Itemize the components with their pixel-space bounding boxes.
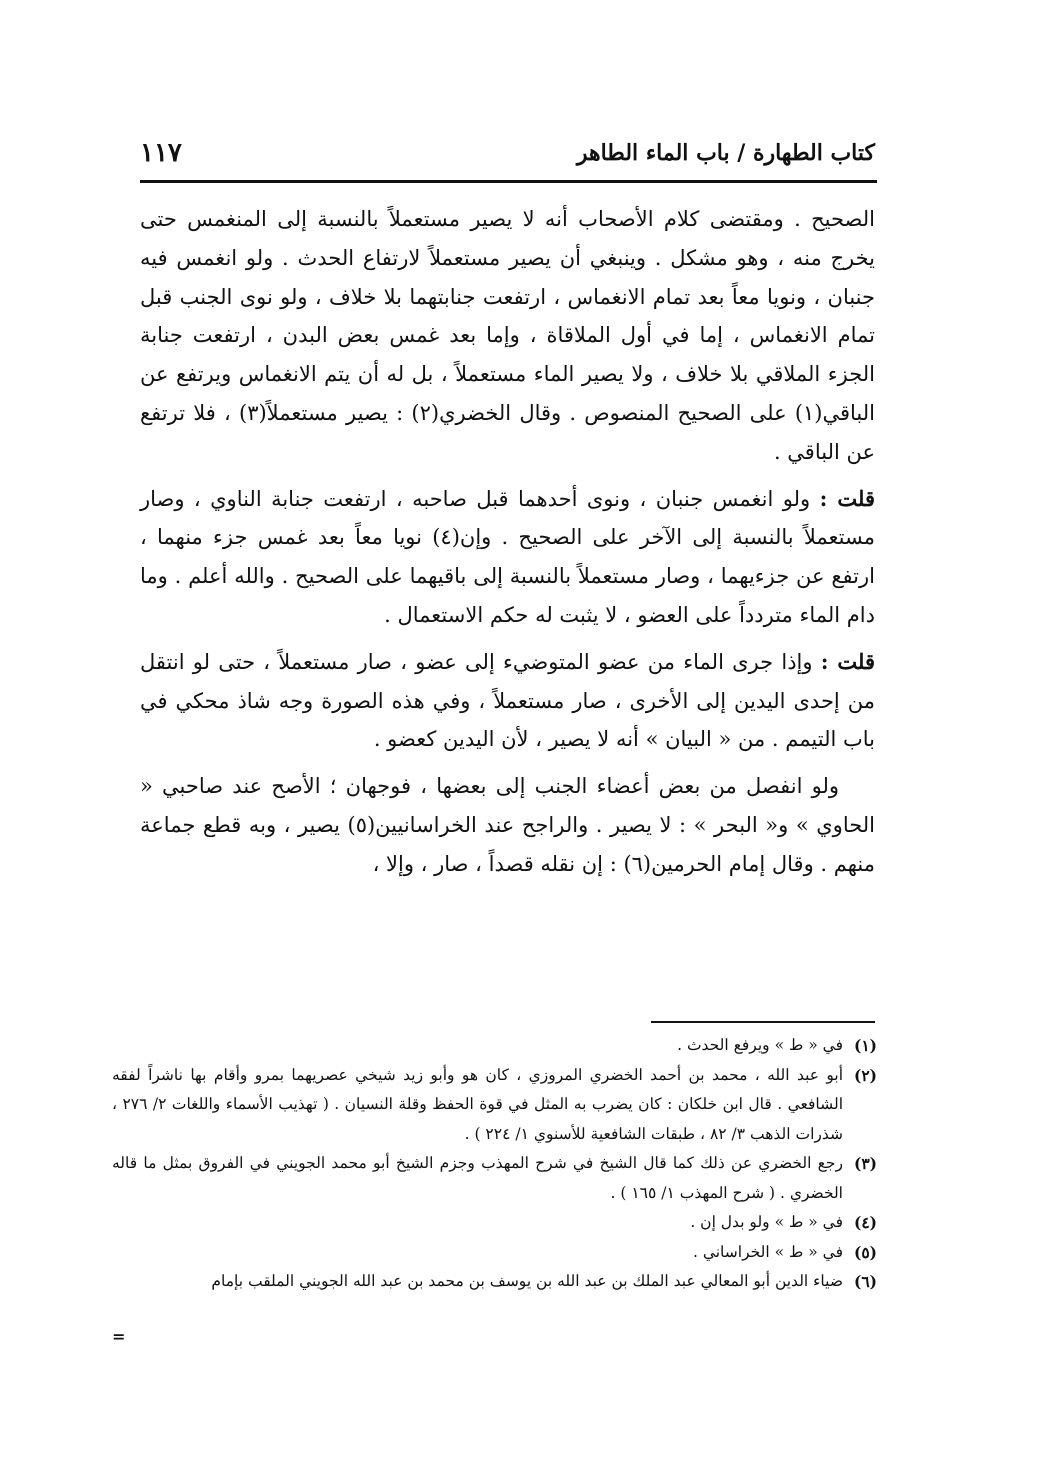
footnote-6 [112, 1267, 877, 1297]
footnote-4 [112, 1208, 877, 1238]
running-head: كتاب الطهارة / باب الماء الطاهر [576, 140, 875, 166]
footnote-2 [112, 1061, 877, 1150]
page-number: ١١٧ [140, 138, 182, 168]
paragraph-4: ولو انفصل من بعض أعضاء الجنب إلى بعضها ، فوجهان ؛ الأصح عند صاحبي « الحاوي » و« البحر » : لا يصير . والراجح عند الخراسانيين(٥) يصير ، وبه قطع جماعة منهم . وقال إمام الحرمين(٦) : إن نقله قصداً ، صار ، وإلا ، [140, 774, 876, 876]
header-rule [140, 180, 877, 183]
footnote-number: (٢) [853, 1065, 877, 1085]
paragraph-3 [140, 643, 875, 759]
footnote-number: (٥) [853, 1242, 877, 1262]
footnote-number: (١) [853, 1036, 877, 1055]
paragraph-2 [140, 480, 875, 635]
footnote-number: (٦) [853, 1272, 877, 1291]
paragraph-3-lead: قلت : [820, 648, 875, 674]
footnote-number: (٣) [853, 1154, 877, 1173]
main-text [140, 200, 875, 892]
page-header [140, 138, 875, 178]
paragraph-3-text: وإذا جرى الماء من عضو المتوضيء إلى عضو ، صار مستعملاً ، حتى لو انتقل من إحدى اليدين إلى الأخرى ، صار مستعملاً ، وفي هذه الصورة وجه شاذ محكي في باب التيمم . من « البيان » أنه لا يصير ، لأن اليدين كعضو . [140, 649, 875, 752]
footnote-number: (٤) [853, 1213, 877, 1232]
paragraph-1: الصحيح . ومقتضى كلام الأصحاب أنه لا يصير مستعملاً بالنسبة إلى المنغمس حتى يخرج منه ، وهو مشكل . وينبغي أن يصير مستعملاً لارتفاع الحدث . ولو انغمس فيه جنبان ، ونويا معاً بعد تمام الانغماس ، ارتفعت جنابتهما بلا خلاف ، ولو نوى الجنب قبل تمام الانغماس ، إما في أول الملاقاة ، وإما بعد غمس بعض البدن ، ارتفعت جنابة الجزء الملاقي بلا خلاف ، ولا يصير الماء مستعملاً ، بل له أن يتم الانغماس ويرتفع عن الباقي(١) على الصحيح المنصوص . وقال الخضري(٢) : يصير مستعملاً(٣) ، فلا ترتفع عن الباقي . [140, 207, 875, 464]
footnote-text: ضياء الدين أبو المعالي عبد الملك بن عبد الله بن يوسف بن محمد بن عبد الله الجويني الملقب بإمام [211, 1272, 843, 1290]
footnote-rule [651, 1021, 875, 1023]
continuation-mark: = [112, 1327, 126, 1346]
paragraph-2-lead: قلت : [819, 485, 875, 511]
footnote-text: في « ط » ويرفع الحدث . [677, 1036, 843, 1054]
footnotes [112, 1031, 877, 1297]
footnote-text: في « ط » الخراساني . [692, 1242, 843, 1261]
footnote-text: في « ط » ولو بدل إن . [690, 1213, 843, 1231]
footnote-text: رجع الخضري عن ذلك كما قال الشيخ في شرح المهذب وجزم الشيخ أبو محمد الجويني في الفروق بمثل ما قاله الخضري . ( شرح المهذب ١/ ١٦٥ ) . [112, 1154, 843, 1202]
footnote-3 [112, 1149, 877, 1208]
footnote-text: أبو عبد الله ، محمد بن أحمد الخضري المروزي ، كان هو وأبو زيد شيخي عصريهما بمرو وأقام بها ناشراً لفقه الشافعي . قال ابن خلكان : كان يضرب به المثل في قوة الحفظ وقلة النسيان . ( تهذيب الأسماء واللغات ٢/ ٢٧٦ ، شذرات الذهب ٣/ ٨٢ ، طبقات الشافعية للأسنوي ١/ ٢٢٤ ) . [112, 1065, 843, 1143]
footnote-1 [112, 1031, 877, 1061]
paragraph-2-text: ولو انغمس جنبان ، ونوى أحدهما قبل صاحبه ، ارتفعت جنابة الناوي ، وصار مستعملاً بالنسبة إلى الآخر على الصحيح . وإن(٤) نويا معاً بعد غمس جزء منهما ، ارتفع عن جزءيهما ، وصار مستعملاً بالنسبة إلى باقيهما على الصحيح . والله أعلم . وما دام الماء متردداً على العضو ، لا يثبت له حكم الاستعمال . [140, 486, 875, 627]
footnote-5 [112, 1238, 877, 1268]
